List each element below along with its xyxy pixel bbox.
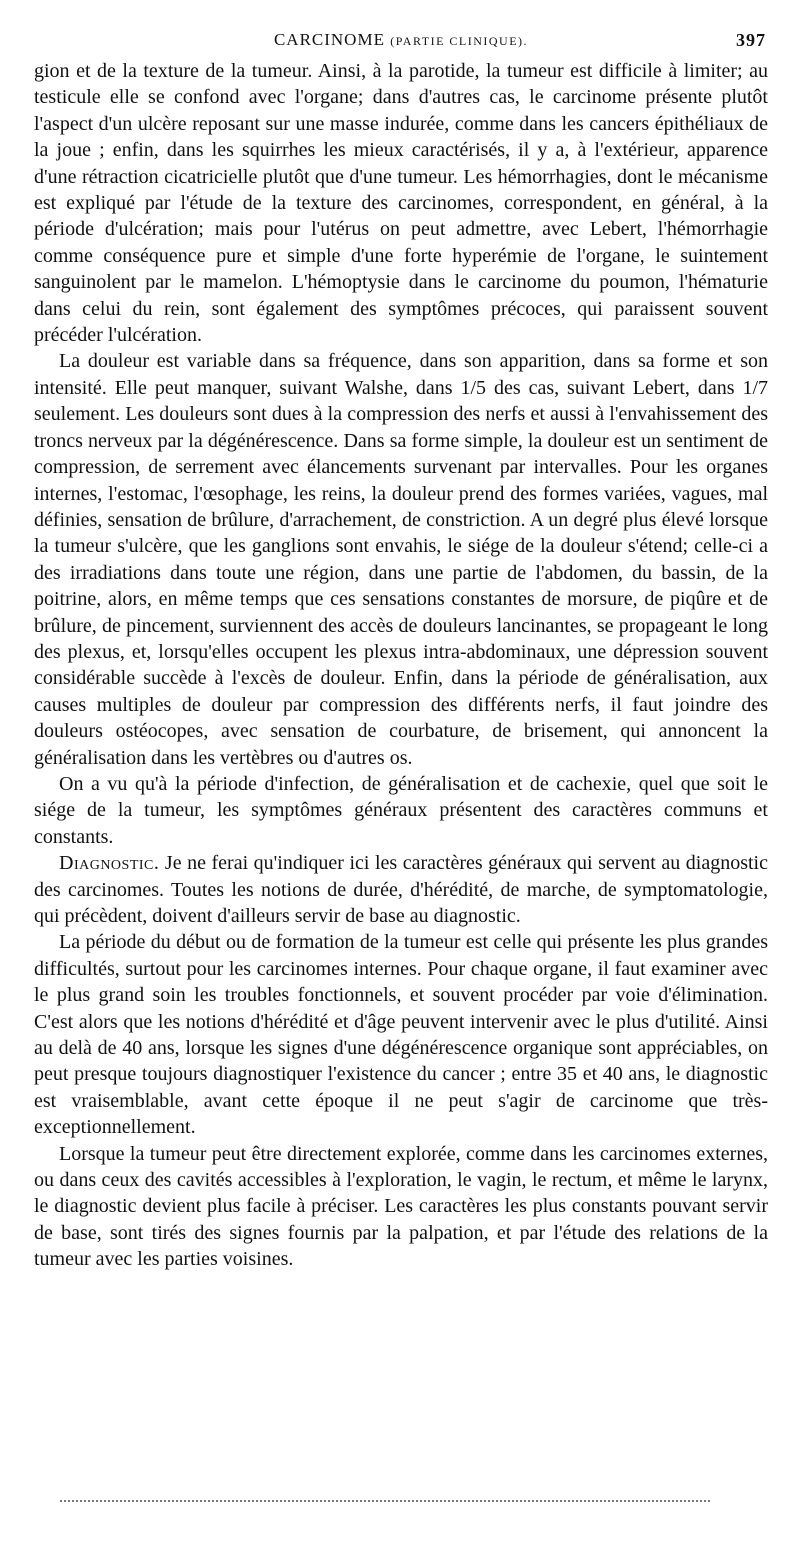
paragraph-1 bbox=[34, 58, 768, 348]
page-number: 397 bbox=[736, 30, 766, 50]
footer-dotted-rule bbox=[60, 1500, 710, 1502]
body-text bbox=[34, 58, 768, 1273]
running-title-main: CARCINOME bbox=[273, 30, 385, 49]
running-head bbox=[34, 30, 768, 58]
paragraph-text: Lorsque la tumeur peut être directement explorée, comme dans les carcinomes externes, ou dans ceux des cavités accessibles à l'exploration, le vagin, le rectum, et même le larynx, le diagnostic devient plus facile à préciser. Les caractères les plus constants pouvant servir de base, sont tirés des signes fournis par la palpation, et par l'étude des relations de la tumeur avec les parties voisines. bbox=[34, 1142, 768, 1271]
running-title bbox=[34, 30, 768, 50]
paragraph-text: gion et de la texture de la tumeur. Ainsi, à la parotide, la tumeur est difficile à limiter; au testicule elle se confond avec l'organe; dans d'autres cas, le carcinome présente plutôt l'aspect d'un ulcère reposant sur une masse indurée, comme dans les cancers épithéliaux de la joue ; enfin, dans les squirrhes les mieux caractérisés, il y a, à l'extérieur, apparence d'une rétraction cicatricielle plutôt que d'une tumeur. Les hémorrhagies, dont le mécanisme est expliqué par l'étude de la texture des carcinomes, correspondent, en général, à la période d'ulcération; mais pour l'utérus on peut admettre, avec Lebert, l'hémorrhagie comme conséquence pure et simple d'une forte hyperémie de l'organe, le suintement sanguinolent par le mamelon. L'hémoptysie dans le carcinome du poumon, l'hématurie dans celui du rein, sont également des symptômes précoces, qui paraissent souvent précéder l'ulcération. bbox=[34, 60, 768, 347]
paragraph-6 bbox=[34, 1141, 768, 1273]
paragraph-text: La douleur est variable dans sa fréquence, dans son apparition, dans sa forme et son intensité. Elle peut manquer, suivant Walshe, dans 1/5 des cas, suivant Lebert, dans 1/7 seulement. Les douleurs sont dues à la compression des nerfs et aussi à l'envahissement des troncs nerveux par la dégénérescence. Dans sa forme simple, la douleur est un sentiment de compression, de serrement avec élancements survenant par intervalles. Pour les organes internes, l'estomac, l'œsophage, les reins, la douleur prend des formes variées, vagues, mal définies, sensation de brûlure, d'arrachement, de constriction. A un degré plus élevé lorsque la tumeur s'ulcère, que les ganglions sont envahis, le siége de la douleur s'étend; celle-ci a des irradiations dans toute une région, dans une partie de l'abdomen, du bassin, de la poitrine, alors, en même temps que ces sensations constantes de morsure, de piqûre et de brûlure, de pincement, surviennent des accès de douleurs lancinantes, se propageant le long des plexus, et, lorsqu'elles occupent les plexus intra-abdominaux, une dépression souvent considérable succède à l'excès de douleur. Enfin, dans la période de généralisation, aux causes multiples de douleur par compression des différents nerfs, il faut joindre des douleurs ostéocopes, avec sensation de courbature, de brisement, qui annoncent la généralisation dans les vertèbres ou d'autres os. bbox=[34, 350, 768, 769]
paragraph-5 bbox=[34, 929, 768, 1140]
paragraph-3 bbox=[34, 771, 768, 850]
paragraph-text: La période du début ou de formation de la tumeur est celle qui présente les plus grandes difficultés, surtout pour les carcinomes internes. Pour chaque organe, il faut examiner avec le plus grand soin les troubles fonctionnels, et souvent procéder par voie d'élimination. C'est alors que les notions d'hérédité et d'âge peuvent intervenir avec le plus d'utilité. Ainsi au delà de 40 ans, lorsque les signes d'une dégénérescence organique sont appréciables, on peut presque toujours diagnostiquer l'existence du cancer ; entre 35 et 40 ans, le diagnostic est vraisemblable, avant cette époque il ne peut s'agir de carcinome que très-exceptionnellement. bbox=[34, 931, 768, 1139]
running-title-sub: (PARTIE CLINIQUE). bbox=[390, 34, 529, 48]
paragraph-text: Je ne ferai qu'indiquer ici les caractères généraux qui servent au diagnostic des carcinomes. Toutes les notions de durée, d'hérédité, de marche, de symptomatologie, qui précèdent, doivent d'ailleurs servir de base au diagnostic. bbox=[34, 852, 768, 927]
paragraph-2 bbox=[34, 348, 768, 771]
paragraph-4-diagnostic bbox=[34, 850, 768, 929]
section-label-diagnostic: Diagnostic. bbox=[59, 852, 160, 875]
paragraph-text: On a vu qu'à la période d'infection, de généralisation et de cachexie, quel que soit le siége de la tumeur, les symptômes généraux présentent des caractères communs et constants. bbox=[34, 772, 768, 848]
